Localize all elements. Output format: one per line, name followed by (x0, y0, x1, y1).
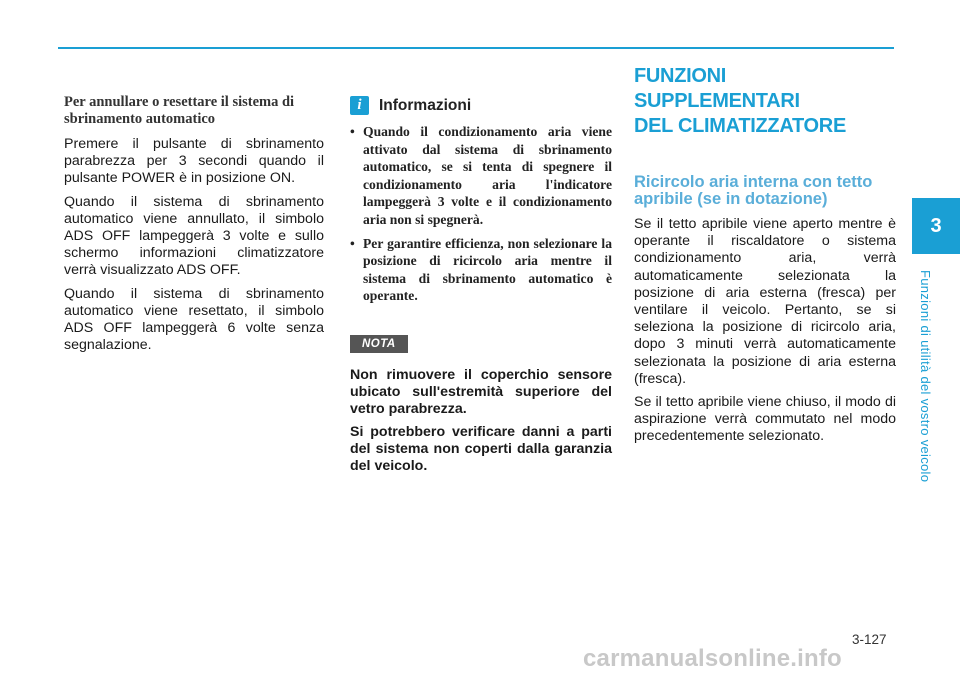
column-left (64, 94, 324, 360)
info-icon: i (350, 96, 369, 115)
section-title-line2: DEL CLIMATIZZATORE (634, 115, 846, 137)
watermark: carmanualsonline.info (583, 645, 842, 672)
paragraph: Quando il sistema di sbrinamento automatico viene resettato, il simbolo ADS OFF lampeggerà 6 volte senza segnalazione. (64, 285, 324, 354)
nota-badge: NOTA (350, 335, 408, 353)
paragraph: Se il tetto apribile viene aperto mentre è operante il riscaldatore o sistema condizionamento aria, verrà automaticamente selezionata la posizione di aria esterna (fresca) per ventilare il veicolo. Pertanto, se si seleziona la posizione di ricircolo aria, dopo 3 minuti verrà automaticamente selezionata la posizione di aria esterna (fresca). (634, 216, 896, 387)
paragraph: Se il tetto apribile viene chiuso, il modo di aspirazione verrà commutato nel modo precedentemente selezionato. (634, 394, 896, 445)
chapter-tab: 3 (912, 198, 960, 254)
nota-paragraph: Non rimuovere il coperchio sensore ubicato sull'estremità superiore del vetro parabrezza. (350, 366, 612, 417)
paragraph: Premere il pulsante di sbrinamento parabrezza per 3 secondi quando il pulsante POWER è in posizione ON. (64, 136, 324, 187)
list-item: • Quando il condizionamento aria viene attivato dal sistema di sbrinamento automatico, se si tenta di spegnere il condizionamento aria l'indicatore lampeggerà 3 volte e il condizionamento aria non si spegnerà. (350, 123, 612, 229)
section-title: FUNZIONI SUPPLEMENTARI (634, 65, 800, 112)
reset-heading: Per annullare o resettare il sistema di sbrinamento automatico (64, 94, 295, 127)
info-title: Informazioni (379, 96, 472, 114)
page-number: 3-127 (852, 632, 887, 647)
column-right (634, 64, 896, 452)
header-rule (58, 47, 894, 49)
info-header (350, 96, 612, 115)
sub-title: Ricircolo aria interna con tetto apribile (se in dotazione) (634, 173, 873, 208)
paragraph: Quando il sistema di sbrinamento automatico viene annullato, il simbolo ADS OFF lampeggerà 3 volte e sullo schermo informazioni climatizzatore verrà visualizzato ADS OFF. (64, 193, 324, 279)
chapter-title: Funzioni di utilità del vostro veicolo (918, 270, 933, 483)
list-item: • Per garantire efficienza, non selezionare la posizione di ricircolo aria mentre il sistema di sbrinamento automatico è operante. (350, 235, 612, 305)
info-list (350, 123, 612, 305)
column-middle (350, 96, 612, 481)
nota-paragraph: Si potrebbero verificare danni a parti del sistema non coperti dalla garanzia del veicolo. (350, 423, 612, 474)
